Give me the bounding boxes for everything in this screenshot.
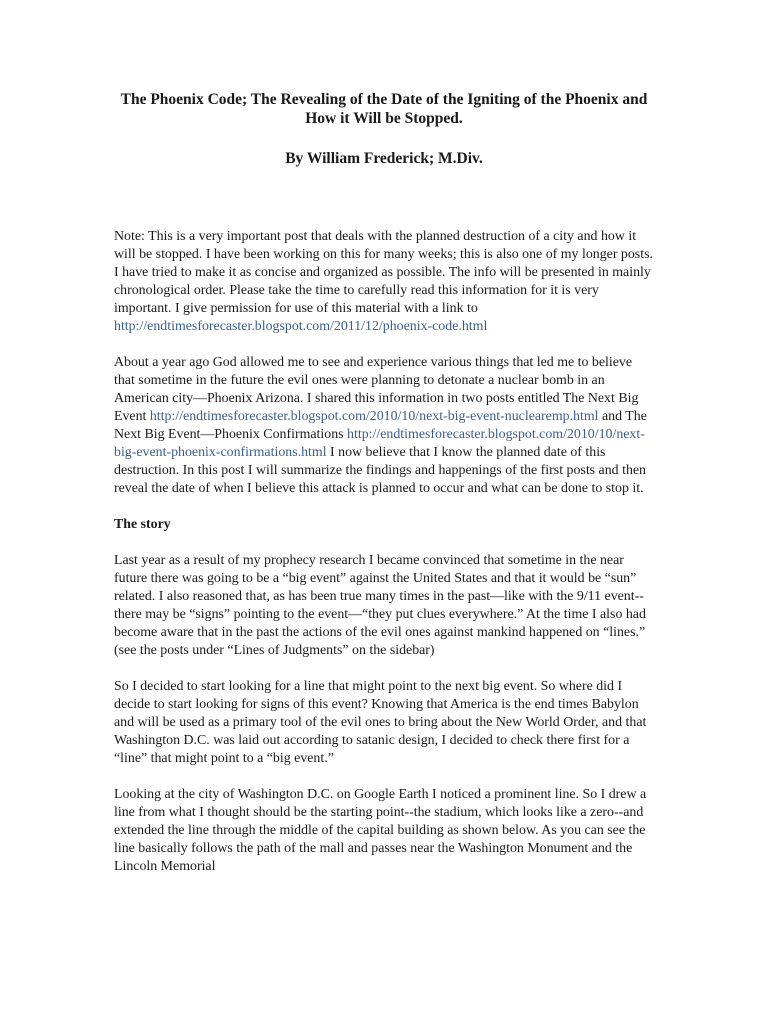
intro-text-2: and The Next Big Event—Phoenix Confirmations <box>114 409 647 442</box>
phoenix-code-link[interactable]: http://endtimesforecaster.blogspot.com/2011/12/phoenix-code.html <box>114 319 488 334</box>
note-text: Note: This is a very important post that deals with the planned destruction of a city and how it will be stopped. I have been working on this for many weeks; this is also one of my longer posts. I have tried to make it as concise and organized as possible. The info will be presented in mainly chronological order. Please take the time to carefully read this information for it is very important. I give permission for use of this material with a link to <box>114 229 653 316</box>
document-body <box>114 228 654 894</box>
story-heading: The story <box>114 517 171 532</box>
author-byline: By William Frederick; M.Div. <box>285 150 483 167</box>
document-title: The Phoenix Code; The Revealing of the Date of the Igniting of the Phoenix and How it Will be Stopped. <box>120 91 648 127</box>
story-paragraph-3: Looking at the city of Washington D.C. on Google Earth I noticed a prominent line. So I drew a line from what I thought should be the starting point--the stadium, which looks like a zero--and extended the line through the middle of the capital building as shown below. As you can see the line basically follows the path of the mall and passes near the Washington Monument and the Lincoln Memorial <box>114 787 647 874</box>
story-paragraph-2: So I decided to start looking for a line that might point to the next big event. So where did I decide to start looking for signs of this event? Knowing that America is the end times Babylon and will be used as a primary tool of the evil ones to bring about the New World Order, and that Washington D.C. was laid out according to satanic design, I decided to check there first for a “line” that might point to a “big event.” <box>114 679 647 766</box>
next-big-event-link[interactable]: http://endtimesforecaster.blogspot.com/2010/10/next-big-event-nuclearemp.html <box>149 409 599 424</box>
story-paragraph-1: Last year as a result of my prophecy research I became convinced that sometime in the near future there was going to be a “big event” against the United States and that it would be “sun” related. I also reasoned that, as has been true many times in the past—like with the 9/11 event--there may be “signs” pointing to the event—“they put clues everywhere.” At the time I also had become aware that in the past the actions of the evil ones against mankind happened on “lines.” (see the posts under “Lines of Judgments” on the sidebar) <box>114 553 646 658</box>
intro-paragraph <box>114 354 654 498</box>
note-paragraph <box>114 228 654 336</box>
intro-text-1: About a year ago God allowed me to see and experience various things that led me to believe that sometime in the future the evil ones were planning to detonate a nuclear bomb in an American city—Phoenix Arizona. I shared this information in two posts entitled The Next Big Event <box>114 355 639 424</box>
phoenix-confirmations-link[interactable]: http://endtimesforecaster.blogspot.com/2010/10/next-big-event-phoenix-confirmations.html <box>114 427 645 460</box>
intro-text-3: I now believe that I know the planned date of this destruction. In this post I will summarize the findings and happenings of the first posts and then reveal the date of when I believe this attack is planned to occur and what can be done to stop it. <box>114 445 647 496</box>
